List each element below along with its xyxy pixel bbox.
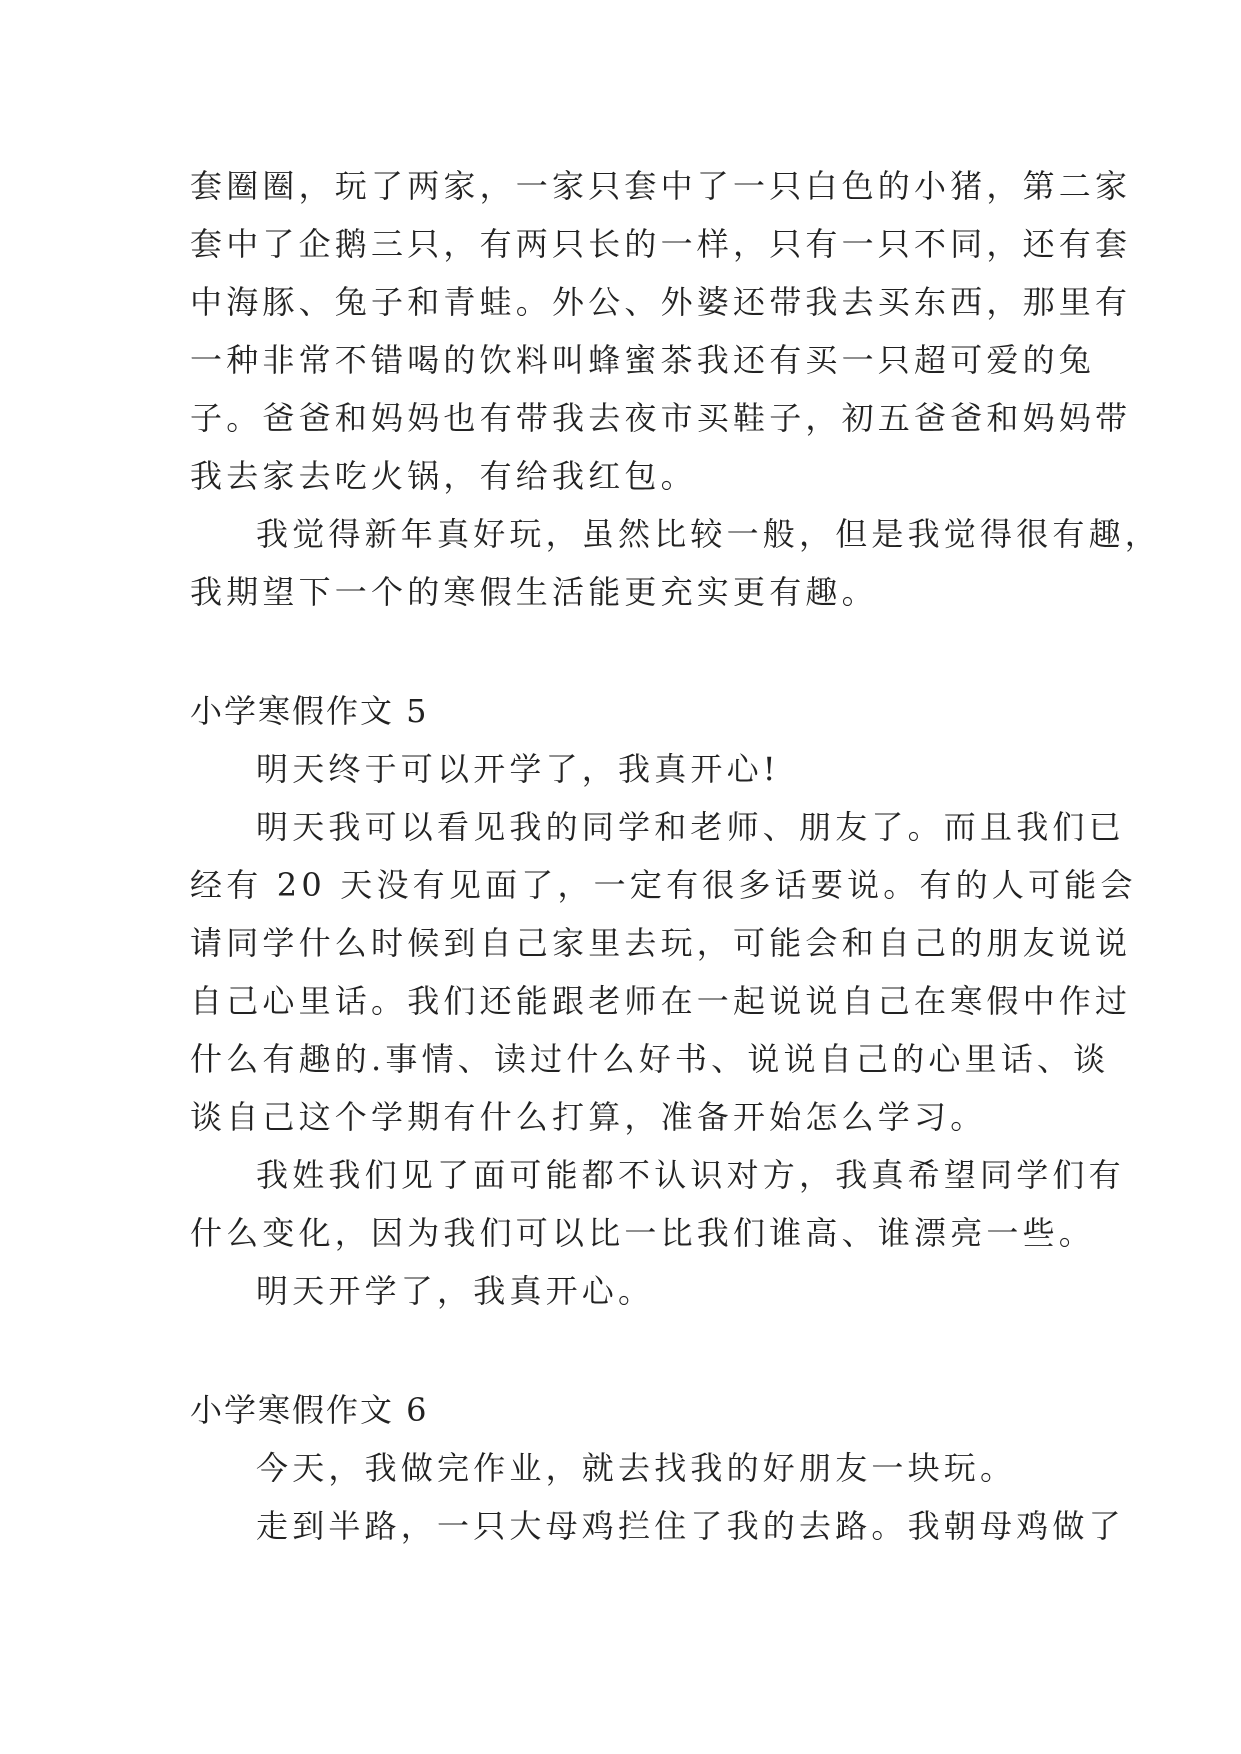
text-line: 自己心里话。我们还能跟老师在一起说说自己在寒假中作过 xyxy=(190,982,1132,1020)
text-line: 中海豚、兔子和青蛙。外公、外婆还带我去买东西，那里有 xyxy=(190,283,1132,321)
paragraph-first-line: 明天开学了，我真开心。 xyxy=(256,1272,655,1310)
paragraph-first-line: 明天我可以看见我的同学和老师、朋友了。而且我们已 xyxy=(256,808,1125,846)
text-line: 套圈圈，玩了两家，一家只套中了一只白色的小猪，第二家 xyxy=(190,167,1132,205)
text-line: 经有 20 天没有见面了，一定有很多话要说。有的人可能会 xyxy=(190,866,1137,904)
text-line: 什么变化，因为我们可以比一比我们谁高、谁漂亮一些。 xyxy=(190,1214,1096,1252)
text-line: 一种非常不错喝的饮料叫蜂蜜茶我还有买一只超可爱的兔 xyxy=(190,341,1096,379)
section-heading: 小学寒假作文 5 xyxy=(190,692,429,730)
paragraph-first-line: 我觉得新年真好玩，虽然比较一般，但是我觉得很有趣， xyxy=(256,515,1162,553)
paragraph-first-line: 今天，我做完作业，就去找我的好朋友一块玩。 xyxy=(256,1449,1017,1487)
paragraph-first-line: 明天终于可以开学了，我真开心! xyxy=(256,750,780,788)
text-line: 谈自己这个学期有什么打算，准备开始怎么学习。 xyxy=(190,1098,987,1136)
text-line: 请同学什么时候到自己家里去玩，可能会和自己的朋友说说 xyxy=(190,924,1132,962)
text-line: 套中了企鹅三只，有两只长的一样，只有一只不同，还有套 xyxy=(190,225,1132,263)
text-line: 我去家去吃火锅，有给我红包。 xyxy=(190,457,697,495)
text-line: 子。爸爸和妈妈也有带我去夜市买鞋子，初五爸爸和妈妈带 xyxy=(190,399,1132,437)
paragraph-first-line: 我姓我们见了面可能都不认识对方，我真希望同学们有 xyxy=(256,1156,1125,1194)
text-line: 我期望下一个的寒假生活能更充实更有趣。 xyxy=(190,573,878,611)
text-line: 什么有趣的.事情、读过什么好书、说说自己的心里话、谈 xyxy=(190,1040,1110,1078)
paragraph-first-line: 走到半路，一只大母鸡拦住了我的去路。我朝母鸡做了 xyxy=(256,1507,1125,1545)
section-heading: 小学寒假作文 6 xyxy=(190,1391,429,1429)
